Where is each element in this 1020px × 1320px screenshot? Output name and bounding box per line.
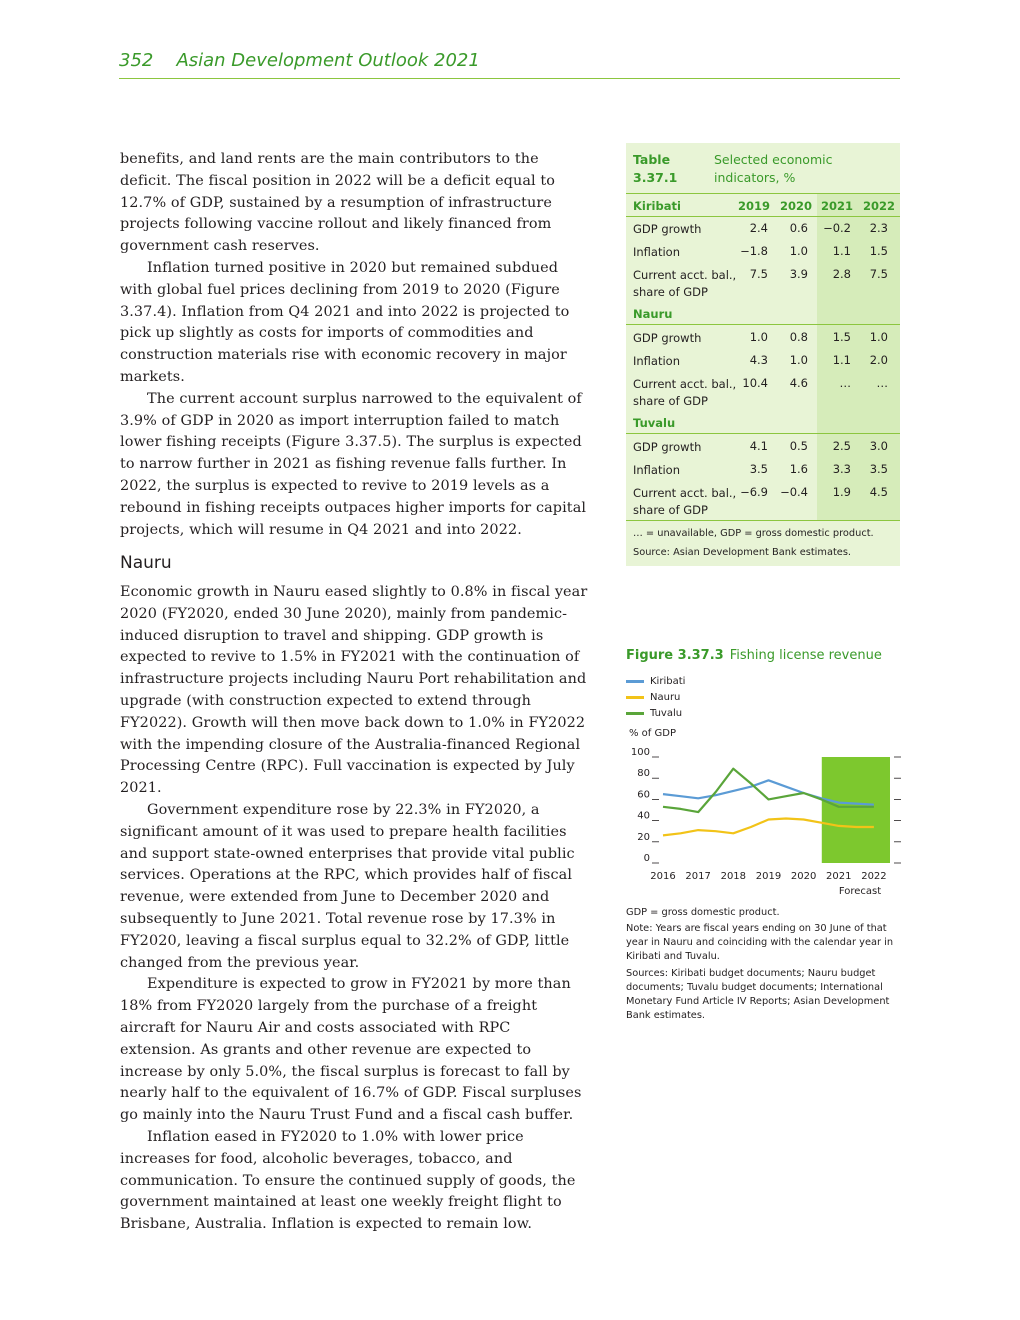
y-tick-label: 80: [637, 768, 650, 780]
table-cell: 1.0: [869, 330, 888, 344]
body-text-block-1: [120, 149, 590, 541]
table-title-text: Selected economic indicators, %: [714, 152, 833, 185]
legend-label: Kiribati: [650, 676, 686, 687]
table-cell: 2.3: [869, 221, 888, 235]
table-cell: 2.0: [869, 353, 888, 367]
page-header: [119, 50, 900, 79]
legend-swatch: [626, 696, 644, 699]
table-cell: 3.5: [869, 462, 888, 476]
table-source-note: Source: Asian Development Bank estimates.: [633, 547, 852, 558]
table-cell: …: [876, 376, 888, 390]
table-cell: −0.4: [780, 485, 808, 499]
table-cell: −6.9: [740, 485, 768, 499]
year-header: 2020: [780, 199, 813, 213]
fishing-revenue-chart: [620, 745, 910, 905]
x-tick-label: 2017: [685, 871, 711, 882]
y-axis-unit-label: % of GDP: [629, 728, 676, 739]
row-label: GDP growth: [633, 222, 702, 236]
legend-label: Tuvalu: [650, 708, 683, 719]
section-label-kiribati: Kiribati: [633, 199, 681, 213]
x-tick-label: 2022: [861, 871, 887, 882]
legend-label: Nauru: [650, 692, 681, 703]
rule: [626, 324, 900, 325]
forecast-label: Forecast: [838, 886, 882, 897]
row-label: Current acct. bal., share of GDP: [633, 377, 737, 408]
y-tick-label: 0: [643, 853, 650, 864]
table-cell: …: [839, 376, 851, 390]
rule: [626, 433, 900, 434]
section-heading-nauru: Nauru: [120, 553, 172, 573]
table-cell: 2.4: [749, 221, 768, 235]
table-cell: 1.0: [789, 244, 808, 258]
figure-abbreviation-note: GDP = gross domestic product.: [626, 907, 780, 918]
legend-item-kiribati: [626, 676, 685, 687]
table-cell: −0.2: [823, 221, 851, 235]
row-label: Inflation: [633, 245, 680, 259]
publication-title: Asian Development Outlook 2021: [176, 50, 480, 71]
figure-title-text: Fishing license revenue: [729, 648, 882, 663]
table-cell: 7.5: [749, 267, 768, 281]
x-tick-label: 2021: [826, 871, 852, 882]
table-cell: 2.8: [832, 267, 851, 281]
y-tick-label: 40: [637, 810, 650, 822]
economic-indicators-table: [626, 143, 900, 566]
figure-sources: Sources: Kiribati budget documents; Nauru budget documents; Tuvalu budget documents; International Monetary Fund Article IV Reports; Asian Development Bank estimates.: [626, 968, 890, 1021]
table-cell: 4.3: [749, 353, 768, 367]
table-cell: 4.6: [789, 376, 808, 390]
figure-title: [626, 648, 882, 663]
year-header: 2019: [738, 199, 771, 213]
paragraph: The current account surplus narrowed to the equivalent of 3.9% of GDP in 2020 as import interruption failed to match lower fishing receipts (Figure 3.37.5). The surplus is expected to narrow further in 2021 as fishing revenue falls further. In 2022, the surplus is expected to revive to 2019 levels as a rebound in fishing receipts outpaces higher imports for capital projects, which will resume in Q4 2021 and into 2022.: [120, 390, 587, 538]
y-tick-label: 60: [637, 789, 650, 801]
legend-item-tuvalu: [626, 708, 682, 719]
table-cell: 1.6: [789, 462, 808, 476]
table-cell: −1.8: [740, 244, 768, 258]
body-text-block-2: [120, 582, 590, 1236]
table-cell: 0.8: [789, 330, 808, 344]
table-cell: 1.0: [789, 353, 808, 367]
row-label: GDP growth: [633, 331, 702, 345]
x-tick-label: 2016: [650, 871, 676, 882]
paragraph: Government expenditure rose by 22.3% in FY2020, a significant amount of it was used to prepare health facilities and support state-owned enterprises that provide vital public services. Operations at the RPC, which provides half of fiscal revenue, were extended from June to December 2020 and subsequently to June 2021. Total revenue rose by 17.3% in FY2020, leaving a fiscal surplus equal to 32.2% of GDP, little changed from the previous year.: [120, 801, 575, 971]
figure-note: Note: Years are fiscal years ending on 30 June of that year in Nauru and coinciding with the calendar year in Kiribati and Tuvalu.: [626, 923, 894, 962]
table-cell: 3.5: [749, 462, 768, 476]
y-tick-label: 100: [630, 747, 650, 758]
paragraph: Inflation eased in FY2020 to 1.0% with lower price increases for food, alcoholic beverages, tobacco, and communication. To ensure the continued supply of goods, the government maintained at least one weekly freight flight to Brisbane, Australia. Inflation is expected to remain low.: [120, 1128, 576, 1233]
table-cell: 4.5: [869, 485, 888, 499]
page-number: 352: [119, 50, 154, 71]
row-label: Inflation: [633, 354, 680, 368]
figure-number: Figure 3.37.3: [626, 648, 724, 663]
table-cell: 1.5: [832, 330, 851, 344]
table-cell: 1.1: [832, 353, 851, 367]
rule: [626, 520, 900, 521]
paragraph: benefits, and land rents are the main contributors to the deficit. The fiscal position in 2022 will be a deficit equal to 12.7% of GDP, sustained by a resumption of infrastructure projects following vaccine rollout and likely financed from government cash reserves.: [120, 151, 556, 255]
table-cell: 0.6: [789, 221, 808, 235]
table-number: Table 3.37.1: [633, 152, 678, 185]
x-tick-label: 2018: [720, 871, 747, 882]
table-cell: 0.5: [789, 439, 808, 453]
rule: [626, 193, 900, 194]
row-label: GDP growth: [633, 440, 702, 454]
table-title: [633, 151, 854, 187]
year-header: 2021: [821, 199, 854, 213]
table-cell: 4.1: [749, 439, 768, 453]
paragraph: Expenditure is expected to grow in FY2021 by more than 18% from FY2020 largely from the purchase of a freight aircraft for Nauru Air and costs associated with RPC extension. As grants and other revenue are expected to increase by only 5.0%, the fiscal surplus is forecast to fall by nearly half to the equivalent of 16.7% of GDP. Fiscal surpluses go mainly into the Nauru Trust Fund and a fiscal cash buffer.: [120, 976, 582, 1124]
table-abbreviations-note: … = unavailable, GDP = gross domestic product.: [633, 528, 874, 539]
y-tick-label: 20: [637, 831, 650, 843]
table-cell: 1.0: [749, 330, 768, 344]
x-tick-label: 2020: [790, 871, 817, 882]
legend-swatch: [626, 712, 644, 715]
forecast-region: [822, 757, 890, 863]
table-cell: 1.9: [832, 485, 851, 499]
paragraph: Economic growth in Nauru eased slightly to 0.8% in fiscal year 2020 (FY2020, ended 30 June 2020), mainly from pandemic-induced disruption to travel and shipping. GDP growth is expected to revive to 1.5% in FY2021 with the continuation of infrastructure projects including Nauru Port rehabilitation and upgrade (with construction expected to extend through FY2022). Growth will then move back down to 1.0% in FY2022 with the impending closure of the Australia-financed Regional Processing Centre (RPC). Full vaccination is expected by July 2021.: [120, 584, 588, 797]
row-label: Current acct. bal., share of GDP: [633, 486, 737, 517]
table-cell: 10.4: [742, 376, 768, 390]
section-label-nauru: Nauru: [633, 307, 673, 321]
row-label: Inflation: [633, 463, 680, 477]
legend-swatch: [626, 680, 644, 683]
table-cell: 3.3: [832, 462, 851, 476]
table-cell: 1.1: [832, 244, 851, 258]
table-cell: 7.5: [869, 267, 888, 281]
rule: [626, 216, 900, 217]
x-tick-label: 2019: [755, 871, 782, 882]
table-cell: 1.5: [869, 244, 888, 258]
section-label-tuvalu: Tuvalu: [633, 416, 676, 430]
legend-item-nauru: [626, 692, 680, 703]
table-cell: 2.5: [832, 439, 851, 453]
paragraph: Inflation turned positive in 2020 but remained subdued with global fuel prices declining from 2019 to 2020 (Figure 3.37.4). Inflation from Q4 2021 and into 2022 is projected to pick up slightly as costs for imports of commodities and construction materials rise with economic recovery in major markets.: [120, 259, 570, 385]
row-label: Current acct. bal., share of GDP: [633, 268, 737, 299]
year-header: 2022: [863, 199, 896, 213]
table-cell: 3.0: [869, 439, 888, 453]
table-cell: 3.9: [789, 267, 808, 281]
